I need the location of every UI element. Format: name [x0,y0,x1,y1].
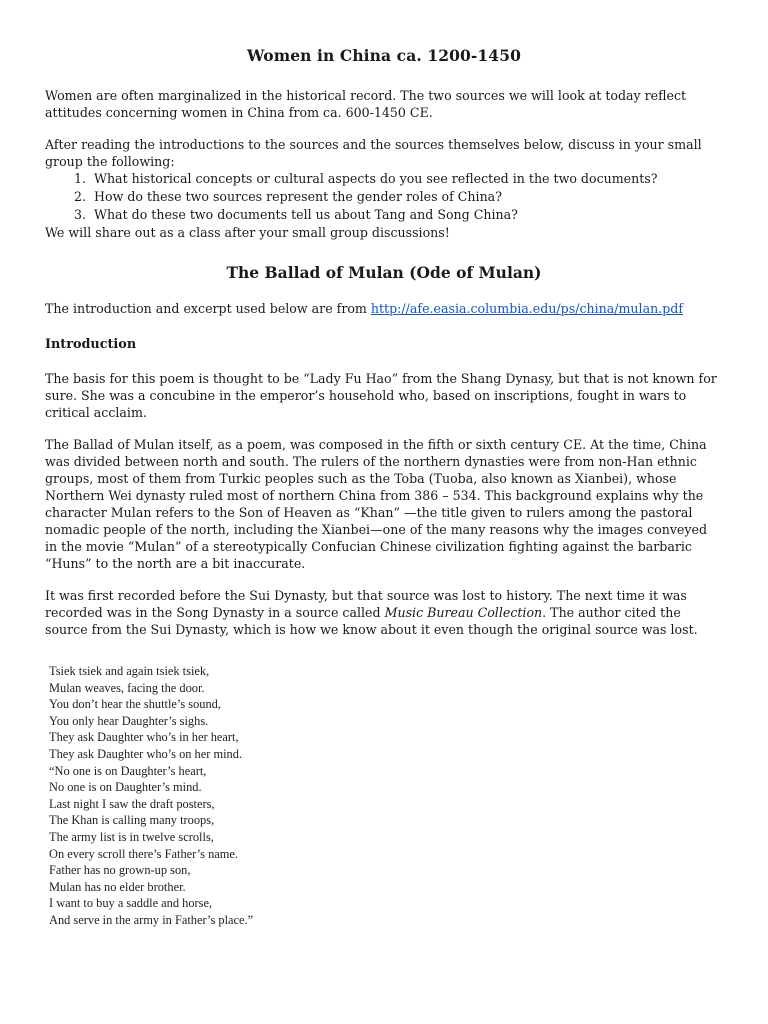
poem-line: “No one is on Daughter’s heart, [49,763,207,778]
question-item: 2. How do these two sources represent the gender roles of China? [90,188,723,206]
instructions-paragraph: After reading the introductions to the sources and the sources themselves below, discuss in your small group the following: [45,137,702,169]
poem-excerpt [49,663,723,929]
basis-paragraph: The basis for this poem is thought to be “Lady Fu Hao” from the Shang Dynasy, but that is not known for sure. She was a concubine in the emperor’s household who, based on inscriptions, fought in wars to critical acclaim. [45,371,717,420]
poem-line: You only hear Daughter’s sighs. [49,713,209,728]
intro-paragraph: Women are often marginalized in the historical record. The two sources we will look at today reflect attitudes concerning women in China from ca. 600-1450 CE. [45,88,687,120]
recorded-history-paragraph [45,587,723,638]
poem-line: Mulan has no elder brother. [49,879,186,894]
poem-line: Mulan weaves, facing the door. [49,680,205,695]
source-prefix: The introduction and excerpt used below are from [45,301,371,316]
page-title: Women in China ca. 1200-1450 [247,46,521,65]
poem-line: On every scroll there’s Father’s name. [49,846,239,861]
source-link[interactable]: http://afe.easia.columbia.edu/ps/china/mulan.pdf [370,301,683,316]
poem-line: I want to buy a saddle and horse, [49,896,213,911]
ballad-context-paragraph: The Ballad of Mulan itself, as a poem, was composed in the fifth or sixth century CE. At the time, China was divided between north and south. The rulers of the northern dynasties were from non-Han ethnic groups, most of them from Turkic peoples such as the Toba (Tuoba, also known as Xianbei), whose Northern Wei dynasty ruled most of northern China from 386 – 534. This background explains why the character Mulan refers to the Son of Heaven as “Khan” —the title given to rulers among the pastoral nomadic people of the north, including the Xianbei—one of the many reasons why the images conveyed in the movie “Mulan” of a stereotypically Confucian Chinese civilization fighting against the barbaric “Huns” to the north are a bit inaccurate. [45,437,708,571]
source-attribution [45,300,723,317]
poem-line: The Khan is calling many troops, [49,813,215,828]
poem-line: And serve in the army in Father’s place.” [49,912,254,927]
share-note: We will share out as a class after your small group discussions! [45,225,450,240]
question-item: 3. What do these two documents tell us about Tang and Song China? [90,206,723,224]
recorded-text-after: . The author cited the source from the Sui Dynasty, which is how we know about it even though the original source was lost. [45,605,698,637]
introduction-heading: Introduction [45,337,137,352]
poem-line: Last night I saw the draft posters, [49,796,215,811]
poem-line: They ask Daughter who’s in her heart, [49,730,239,745]
poem-line: You don’t hear the shuttle’s sound, [49,697,221,712]
question-item: 1. What historical concepts or cultural aspects do you see reflected in the two documents? [90,170,723,188]
poem-line: Father has no grown-up son, [49,863,191,878]
poem-line: They ask Daughter who’s on her mind. [49,746,243,761]
poem-line: The army list is in twelve scrolls, [49,829,214,844]
recorded-text-before: It was first recorded before the Sui Dynasty, but that source was lost to history. The next time it was recorded was in the Song Dynasty in a source called [45,588,687,620]
poem-line: Tsiek tsiek and again tsiek tsiek, [49,664,210,678]
discussion-questions-list [45,170,723,224]
poem-line: No one is on Daughter’s mind. [49,780,202,795]
section-title: The Ballad of Mulan (Ode of Mulan) [226,263,542,282]
collection-title: Music Bureau Collection [384,605,543,620]
